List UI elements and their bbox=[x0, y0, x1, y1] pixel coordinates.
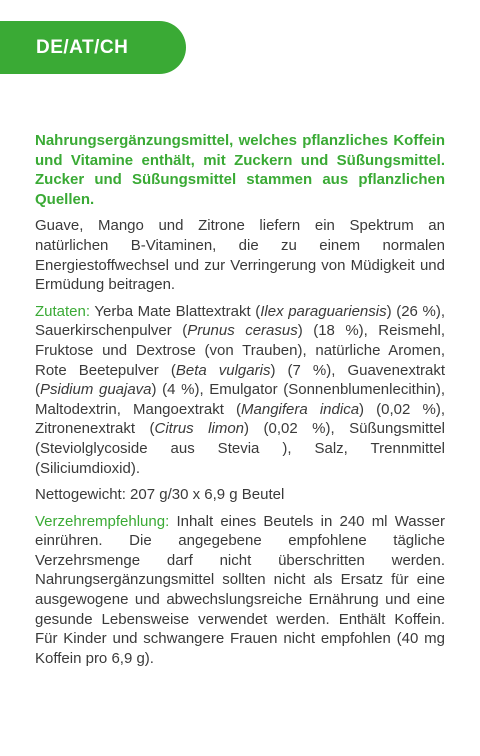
ingredient-latin-name: Prunus cerasus bbox=[187, 322, 298, 340]
ingredient-latin-name: Beta vulgaris bbox=[175, 361, 271, 379]
recommendation-label: Verzehrempfehlung: bbox=[35, 512, 170, 530]
region-tab bbox=[0, 21, 186, 74]
ingredients-text: ) (0,02 %), Süßungsmittel (Steviolglycoside aus Stevia ), Salz, Trennmittel (Siliciumdioxid). bbox=[35, 420, 445, 477]
ingredients-text: Yerba Mate Blattextrakt ( bbox=[90, 302, 261, 320]
ingredients-text: ) (4 %), Emulgator (Sonnenblumenlecithin), Maltodextrin, Mangoextrakt ( bbox=[35, 381, 445, 418]
ingredients-text: ) (18 %), Reismehl, Fruktose und Dextrose (von Trauben), natürliche Aromen, Rote Beetepulver ( bbox=[35, 322, 445, 379]
ingredient-latin-name: Ilex paraguariensis bbox=[260, 302, 387, 320]
net-weight: Nettogewicht: 207 g/30 x 6,9 g Beutel bbox=[35, 486, 285, 504]
recommendation-text: Inhalt eines Beutels in 240 ml Wasser einrühren. Die angegebene empfohlene tägliche Verzehrsmenge darf nicht überschritten werden. Nahrungsergänzungsmittel sollten nicht als Ersatz für eine ausgewogene und abwechslungsreiche Ernährung und eine gesunde Lebensweise verwendet werden. Enthält Koffein. Für Kinder und schwangere Frauen nicht empfohlen (40 mg Koffein pro 6,9 g). bbox=[35, 512, 445, 667]
ingredient-latin-name: Mangifera indica bbox=[241, 400, 360, 418]
ingredient-latin-name: Citrus limon bbox=[154, 420, 245, 438]
ingredients-label: Zutaten: bbox=[35, 302, 91, 320]
label-text bbox=[35, 131, 445, 675]
ingredients-text: ) (26 %), Sauerkirschenpulver ( bbox=[35, 302, 446, 340]
vitamin-claim: Guave, Mango und Zitrone liefern ein Spektrum an natürlichen B-Vitaminen, die zu einem normalen Energiestoffwechsel und zur Verringerung von Müdigkeit und Ermüdung beitragen. bbox=[35, 217, 445, 294]
recommendation-paragraph bbox=[35, 512, 445, 669]
region-tab-label: DE/AT/CH bbox=[36, 36, 129, 58]
ingredient-latin-name: Psidium guajava bbox=[40, 381, 152, 399]
product-description: Nahrungsergänzungsmittel, welches pflanzliches Koffein und Vitamine enthält, mit Zuckern und Süßungsmittel. Zucker und Süßungsmittel stammen aus pflanzlichen Quellen. bbox=[35, 132, 445, 208]
ingredients-text: ) (7 %), Guavenextrakt ( bbox=[35, 361, 445, 399]
ingredients-text: ) (0,02 %), Zitronenextrakt ( bbox=[35, 400, 445, 438]
ingredients-paragraph bbox=[35, 302, 445, 478]
